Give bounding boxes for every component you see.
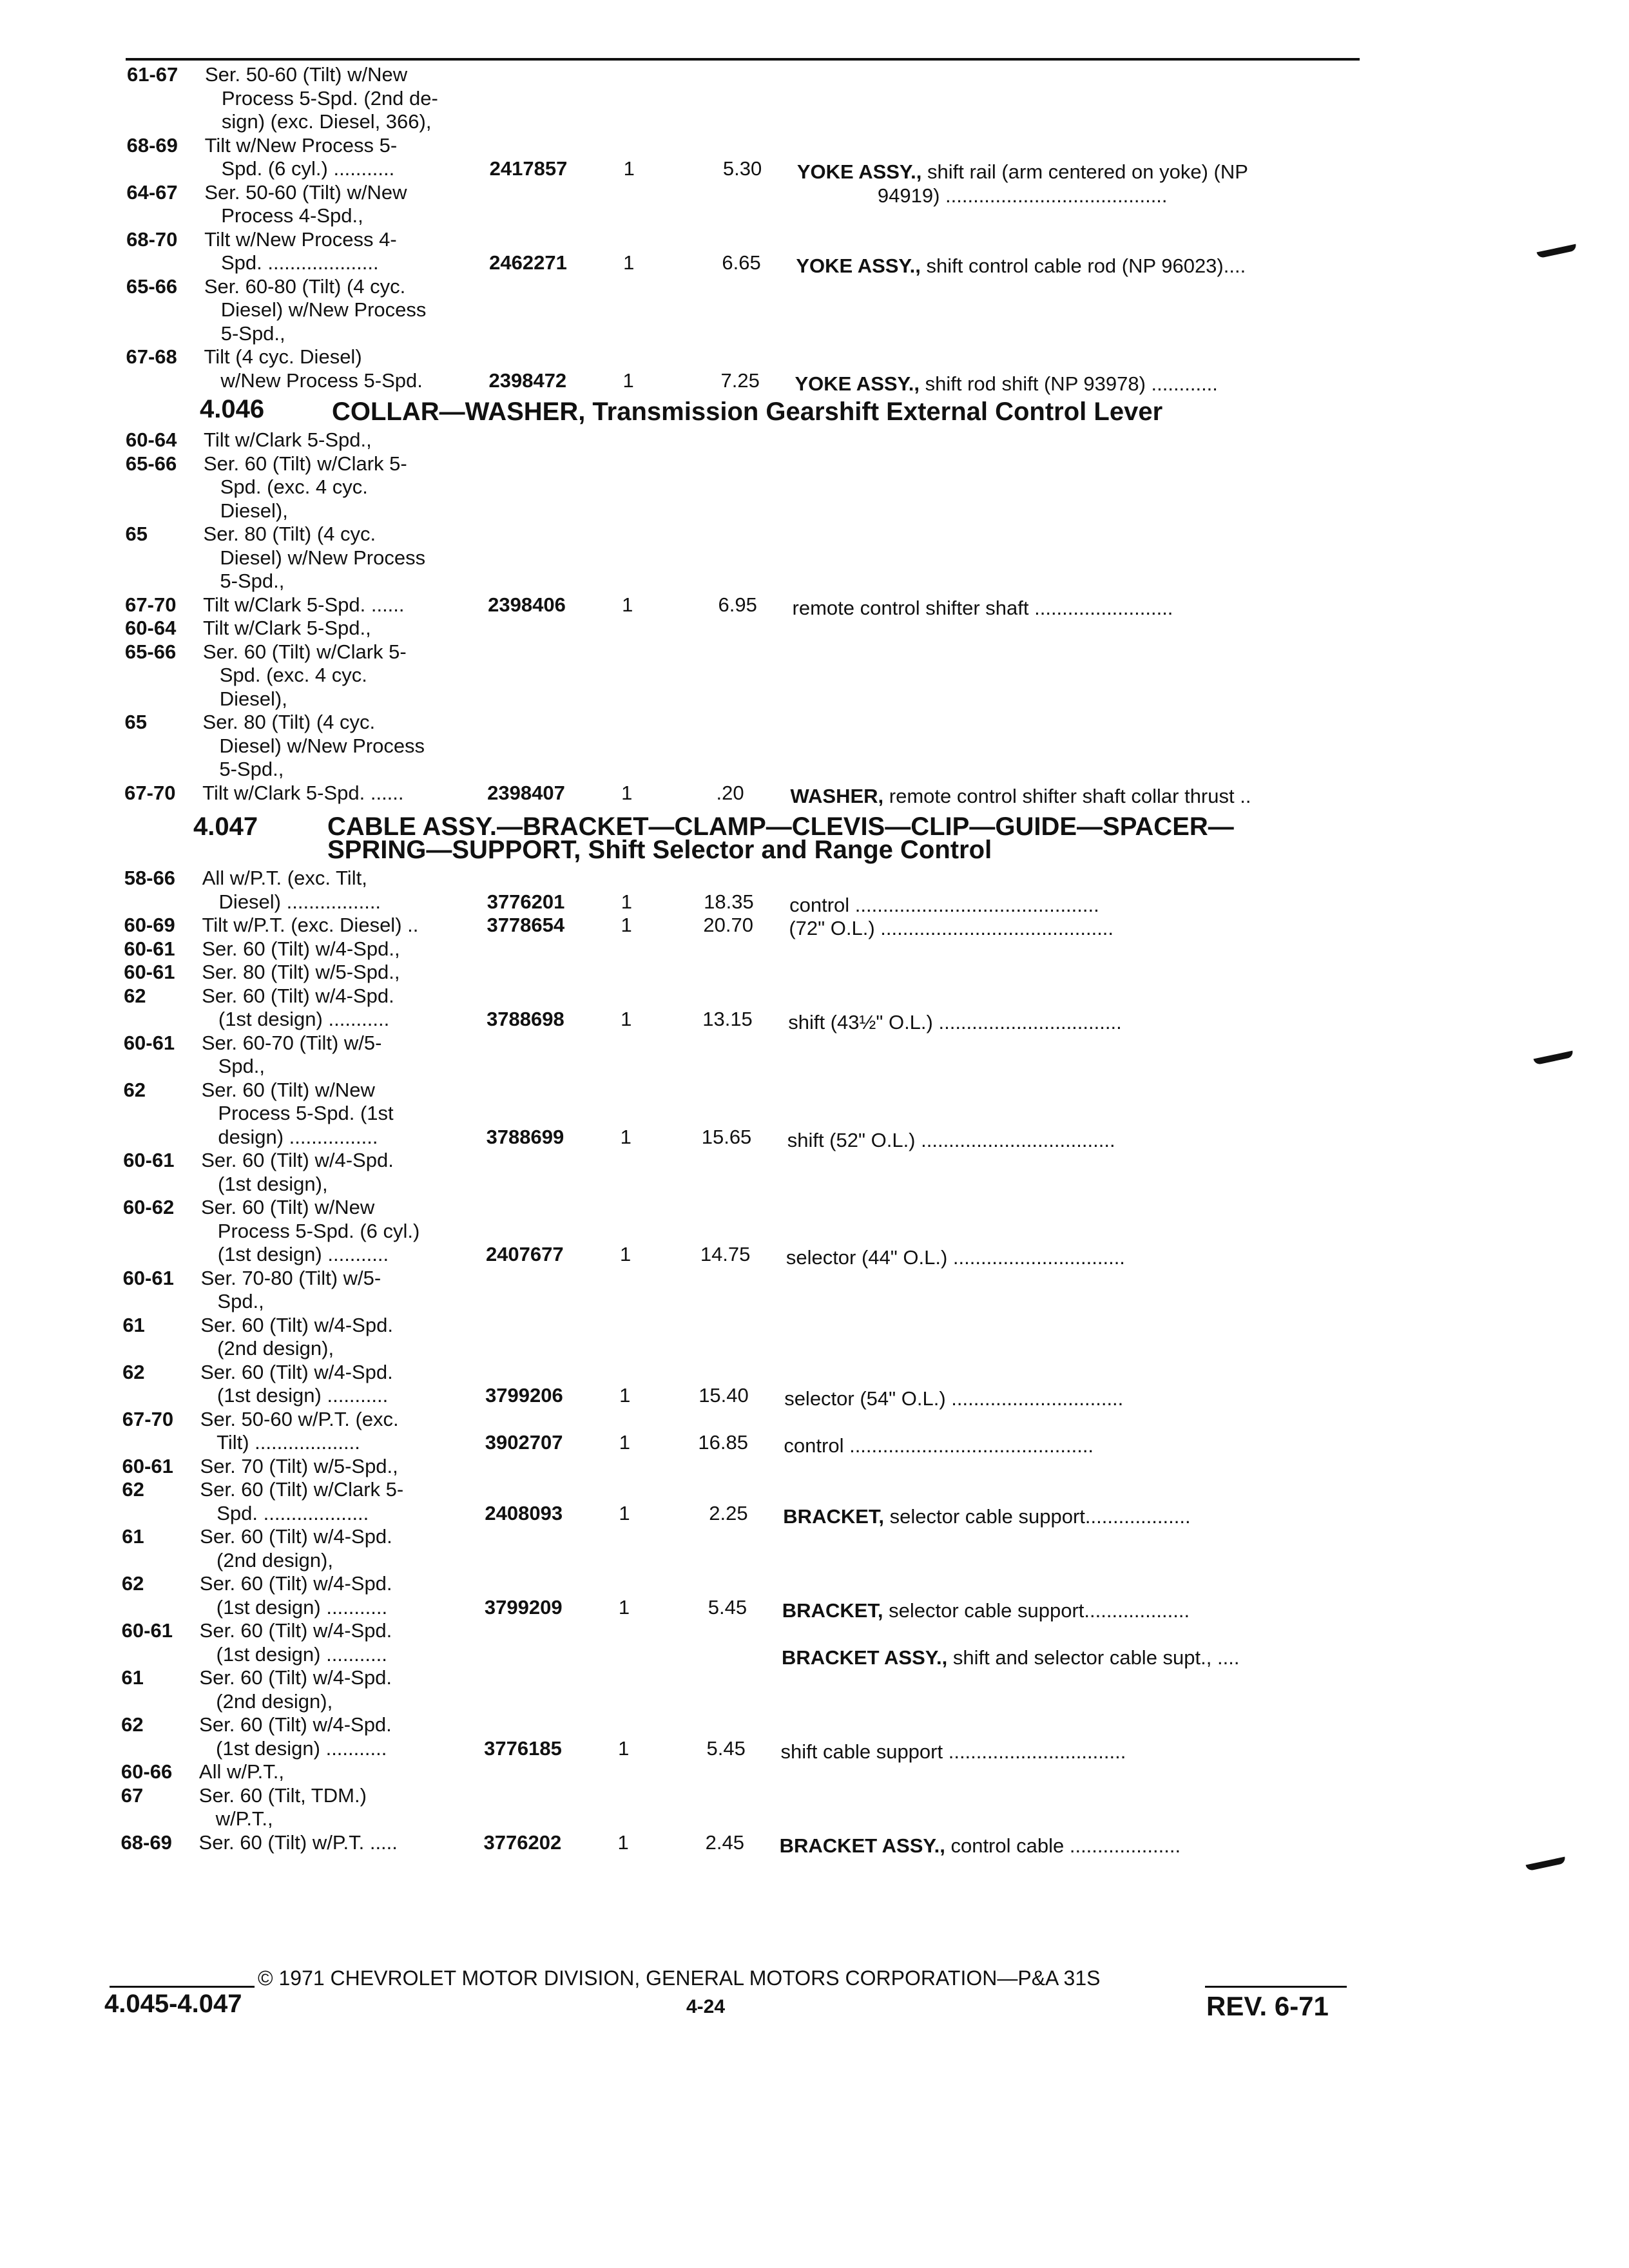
application-line: 5-Spd., (202, 758, 284, 780)
part-detail: control ............................................ (784, 1434, 1094, 1457)
model-years: 65-66 (124, 640, 177, 663)
part-detail: (72" O.L.) .......................................... (789, 917, 1114, 939)
price: .20 (716, 781, 744, 804)
part-description (783, 1505, 1190, 1528)
model-years: 61 (122, 1525, 144, 1548)
part-number: 3788699 (486, 1125, 564, 1148)
part-detail: remote control shifter shaft collar thrust .. (883, 784, 1251, 807)
model-years: 60-64 (125, 617, 177, 639)
quantity: 1 (621, 1008, 632, 1030)
application-line: (1st design), (201, 1172, 328, 1195)
price: 5.45 (708, 1595, 747, 1619)
application-line: Spd. ................... (200, 1501, 369, 1524)
quantity: 1 (621, 890, 632, 913)
application-line: Spd., (201, 1055, 265, 1077)
application-line: (2nd design), (200, 1548, 333, 1571)
application-line: Tilt w/Clark 5-Spd. ...... (203, 593, 405, 616)
part-detail: control ............................................ (789, 893, 1099, 916)
part-detail: control cable .................... (945, 1834, 1181, 1857)
application-line: Ser. 70-80 (Tilt) w/5- (200, 1266, 381, 1289)
model-years: 65-66 (125, 452, 177, 475)
application-line: Ser. 60 (Tilt) w/4-Spd. (200, 1360, 393, 1383)
model-years: 60-61 (124, 961, 175, 983)
part-number: 2417857 (489, 157, 568, 180)
application-line: w/New Process 5-Spd. (204, 369, 423, 392)
model-years: 60-69 (124, 914, 175, 936)
part-description (784, 1387, 1123, 1410)
quantity: 1 (619, 1431, 631, 1454)
part-name: WASHER, (790, 784, 884, 807)
price: 5.30 (722, 157, 762, 180)
application-line: 5-Spd., (203, 570, 285, 592)
part-description (782, 1646, 1239, 1669)
model-years: 60-61 (122, 1266, 174, 1289)
model-years: 67-68 (126, 345, 177, 368)
model-years: 68-70 (126, 227, 178, 251)
part-detail: selector (44" O.L.) ............................... (786, 1246, 1125, 1269)
part-number: 2398472 (488, 369, 567, 392)
application-line: Tilt w/Clark 5-Spd. ...... (202, 781, 404, 804)
price: 18.35 (704, 890, 754, 913)
application-line: Tilt w/P.T. (exc. Diesel) .. (202, 914, 419, 936)
application-line: (2nd design), (199, 1689, 333, 1713)
application-line: Ser. 60 (Tilt) w/4-Spd. (199, 1619, 392, 1642)
section-title-cont: SPRING—SUPPORT, Shift Selector and Range Control (327, 836, 992, 864)
price: 6.65 (722, 251, 761, 274)
top-rule (126, 58, 1360, 61)
part-number: 3788698 (487, 1008, 564, 1030)
part-name: YOKE ASSY., (796, 255, 921, 277)
application-line: Diesel) w/New Process (202, 734, 425, 757)
part-detail: selector (54" O.L.) ............................... (784, 1387, 1124, 1410)
model-years: 60-64 (126, 428, 177, 451)
application-line: Ser. 60 (Tilt) w/P.T. ..... (198, 1831, 398, 1854)
part-number: 3778654 (487, 914, 565, 936)
section-title: COLLAR—WASHER, Transmission Gearshift External Control Lever (332, 398, 1163, 426)
footer-copyright: © 1971 CHEVROLET MOTOR DIVISION, GENERAL MOTORS CORPORATION—P&A 31S (258, 1966, 1101, 1990)
application-line: Process 5-Spd. (6 cyl.) (200, 1219, 420, 1242)
quantity: 1 (621, 781, 633, 804)
model-years: 62 (123, 1078, 146, 1101)
margin-mark (1537, 244, 1577, 259)
application-line: Ser. 60 (Tilt) w/Clark 5- (203, 452, 407, 475)
part-description (793, 597, 1173, 620)
part-detail: shift rail (arm centered on yoke) (NP (921, 160, 1248, 183)
application-line: Diesel), (203, 499, 288, 522)
application-line: Tilt) ................... (200, 1431, 360, 1454)
quantity: 1 (619, 1501, 630, 1524)
part-name: BRACKET ASSY., (782, 1646, 948, 1669)
application-line: (1st design) ........... (199, 1595, 388, 1619)
part-number: 2408093 (485, 1501, 563, 1524)
model-years: 61-67 (127, 63, 178, 86)
section-number: 4.047 (193, 812, 258, 841)
part-name: BRACKET, (782, 1599, 883, 1622)
part-description (781, 1740, 1126, 1763)
application-line: Tilt w/Clark 5-Spd., (204, 428, 372, 451)
model-years: 60-66 (120, 1760, 173, 1783)
price: 5.45 (706, 1736, 746, 1760)
application-line: Ser. 80 (Tilt) (4 cyc. (203, 523, 376, 545)
part-number: 3902707 (485, 1431, 563, 1454)
model-years: 67-70 (124, 781, 176, 804)
part-description (780, 1834, 1181, 1858)
quantity: 1 (618, 1595, 630, 1619)
application-line: Ser. 60 (Tilt) w/4-Spd. (200, 1525, 392, 1548)
part-description (795, 372, 1217, 396)
part-name: YOKE ASSY., (796, 160, 922, 183)
application-line: Ser. 50-60 (Tilt) w/New (205, 63, 408, 86)
price: 15.65 (701, 1125, 752, 1148)
application-line: Ser. 60 (Tilt) w/4-Spd. (200, 1313, 393, 1336)
application-line: (1st design) ........... (199, 1642, 387, 1666)
application-line: (2nd design), (200, 1337, 334, 1360)
part-detail: selector cable support................... (883, 1599, 1190, 1622)
application-line: Diesel) ................. (202, 890, 381, 913)
application-line: Process 4-Spd., (204, 204, 363, 227)
part-description (787, 1129, 1115, 1152)
application-line: Ser. 60-80 (Tilt) (4 cyc. (204, 274, 406, 298)
model-years: 60-61 (123, 1149, 175, 1171)
application-line: Tilt w/New Process 5- (204, 133, 398, 157)
model-years: 62 (124, 984, 146, 1007)
application-line: Spd. (exc. 4 cyc. (203, 476, 368, 498)
footer-rule-left (110, 1986, 255, 1988)
section-title: CABLE ASSY.—BRACKET—CLAMP—CLEVIS—CLIP—GUIDE—SPACER— (327, 812, 1234, 841)
application-line: (1st design) ........... (200, 1384, 389, 1407)
part-description (797, 160, 1248, 184)
model-years: 61 (122, 1313, 145, 1336)
application-line: (1st design) ........... (200, 1243, 389, 1265)
quantity: 1 (623, 251, 635, 274)
price: 13.15 (702, 1008, 753, 1030)
application-line: sign) (exc. Diesel, 366), (205, 110, 432, 133)
part-number: 3776201 (487, 890, 565, 913)
part-detail: shift (43½" O.L.) ................................. (788, 1011, 1122, 1033)
application-line: Ser. 80 (Tilt) (4 cyc. (202, 711, 376, 733)
application-line: Ser. 60 (Tilt, TDM.) (198, 1783, 367, 1807)
part-number: 3799206 (485, 1384, 563, 1407)
part-description (786, 1246, 1125, 1269)
margin-mark (1534, 1051, 1574, 1066)
part-number: 3776185 (484, 1736, 562, 1760)
price: 7.25 (720, 369, 760, 392)
part-detail: shift (52" O.L.) ................................... (787, 1128, 1115, 1151)
part-detail: shift and selector cable supt., .... (947, 1646, 1240, 1669)
footer-section-range: 4.045-4.047 (104, 1990, 242, 2018)
model-years: 65 (124, 711, 148, 733)
application-line: Ser. 60 (Tilt) w/4-Spd. (199, 1713, 392, 1736)
application-line: Ser. 60 (Tilt) w/4-Spd. (199, 1666, 392, 1689)
model-years: 65-66 (126, 274, 178, 298)
quantity: 1 (620, 1125, 631, 1148)
part-number: 2407677 (485, 1243, 564, 1265)
application-line: Ser. 50-60 w/P.T. (exc. (200, 1407, 399, 1430)
application-line: Ser. 60 (Tilt) w/New (201, 1078, 375, 1101)
model-years: 65 (125, 523, 148, 545)
part-description (790, 785, 1251, 808)
application-line: Tilt w/Clark 5-Spd., (203, 617, 371, 639)
part-description (788, 1011, 1121, 1034)
part-description (782, 1599, 1190, 1622)
part-number: 3776202 (483, 1831, 562, 1854)
model-years: 60-62 (122, 1196, 175, 1218)
part-number: 2398407 (487, 781, 565, 804)
part-description (789, 917, 1113, 940)
quantity: 1 (623, 157, 635, 180)
section-number: 4.046 (200, 395, 265, 423)
model-years: 61 (121, 1666, 144, 1689)
footer-rule-right (1205, 1986, 1347, 1988)
application-line: w/P.T., (198, 1807, 273, 1830)
quantity: 1 (617, 1831, 629, 1854)
quantity: 1 (622, 369, 634, 392)
quantity: 1 (621, 914, 632, 936)
part-detail: shift rod shift (NP 93978) ............ (920, 372, 1218, 395)
application-line: Ser. 60 (Tilt) w/4-Spd. (201, 1149, 394, 1171)
application-line: Ser. 60-70 (Tilt) w/5- (201, 1031, 382, 1054)
part-detail: shift cable support ................................ (780, 1740, 1126, 1763)
application-line: Process 5-Spd. (2nd de- (205, 86, 438, 110)
model-years: 60-61 (122, 1454, 173, 1477)
model-years: 62 (122, 1360, 145, 1383)
part-name: BRACKET, (783, 1504, 885, 1528)
application-line: Spd. (exc. 4 cyc. (202, 664, 367, 686)
application-line: Diesel) w/New Process (203, 546, 426, 569)
price: 14.75 (700, 1243, 751, 1265)
application-line: All w/P.T. (exc. Tilt, (202, 867, 367, 889)
margin-mark (1526, 1857, 1566, 1872)
application-line: Ser. 60 (Tilt) w/4-Spd. (202, 984, 394, 1007)
part-detail: remote control shifter shaft ......................... (792, 596, 1173, 619)
price: 6.95 (718, 593, 757, 616)
model-years: 67-70 (125, 593, 177, 616)
model-years: 68-69 (120, 1831, 172, 1854)
footer-page-number: 4-24 (686, 1996, 726, 2017)
application-line: Spd. (6 cyl.) ........... (204, 157, 395, 180)
model-years: 58-66 (124, 867, 175, 889)
quantity: 1 (622, 593, 633, 616)
application-line: Tilt w/New Process 4- (204, 227, 397, 251)
part-number: 2398406 (488, 593, 566, 616)
application-line: Spd., (200, 1290, 264, 1312)
model-years: 67-70 (122, 1407, 174, 1430)
application-line: 5-Spd., (204, 322, 285, 345)
price: 16.85 (698, 1431, 748, 1454)
application-line: Tilt (4 cyc. Diesel) (204, 345, 362, 368)
part-number: 2462271 (489, 251, 567, 274)
application-line: Ser. 50-60 (Tilt) w/New (204, 180, 407, 204)
application-line: Spd. .................... (204, 251, 379, 274)
application-line: (1st design) ........... (199, 1736, 387, 1760)
model-years: 60-61 (121, 1619, 173, 1642)
part-description-cont: 94919) ........................................ (877, 184, 1168, 207)
part-description (796, 255, 1246, 278)
model-years: 62 (121, 1713, 144, 1736)
part-name: YOKE ASSY., (795, 372, 920, 395)
application-line: Ser. 80 (Tilt) w/5-Spd., (202, 961, 400, 983)
model-years: 62 (122, 1478, 144, 1501)
application-line: Ser. 60 (Tilt) w/Clark 5- (200, 1478, 404, 1501)
model-years: 60-61 (123, 1031, 175, 1054)
application-line: (1st design) ........... (202, 1008, 390, 1030)
application-line: design) ................ (201, 1125, 378, 1148)
quantity: 1 (619, 1243, 631, 1265)
application-line: Diesel), (202, 687, 287, 710)
part-detail: selector cable support................... (884, 1504, 1191, 1528)
model-years: 60-61 (124, 937, 175, 960)
price: 2.45 (705, 1831, 744, 1854)
application-line: Ser. 60 (Tilt) w/Clark 5- (202, 640, 407, 663)
footer-revision: REV. 6-71 (1206, 1991, 1329, 2021)
model-years: 68-69 (126, 133, 178, 157)
price: 20.70 (703, 914, 753, 936)
application-line: Ser. 70 (Tilt) w/5-Spd., (200, 1454, 398, 1477)
part-name: BRACKET ASSY., (779, 1834, 945, 1857)
application-line: Ser. 60 (Tilt) w/4-Spd., (202, 937, 400, 960)
part-description (784, 1434, 1094, 1457)
model-years: 67 (120, 1783, 144, 1807)
quantity: 1 (618, 1736, 630, 1760)
price: 15.40 (699, 1384, 749, 1407)
model-years: 64-67 (126, 180, 178, 204)
application-line: Diesel) w/New Process (204, 298, 427, 321)
part-description (789, 894, 1099, 917)
model-years: 62 (121, 1572, 144, 1595)
part-number: 3799209 (484, 1595, 563, 1619)
part-detail: shift control cable rod (NP 96023).... (920, 255, 1246, 277)
application-line: All w/P.T., (198, 1760, 285, 1783)
application-line: Process 5-Spd. (1st (201, 1102, 394, 1124)
quantity: 1 (619, 1384, 631, 1407)
application-line: Ser. 60 (Tilt) w/New (200, 1196, 375, 1218)
price: 2.25 (709, 1501, 748, 1524)
application-line: Ser. 60 (Tilt) w/4-Spd. (199, 1572, 392, 1595)
